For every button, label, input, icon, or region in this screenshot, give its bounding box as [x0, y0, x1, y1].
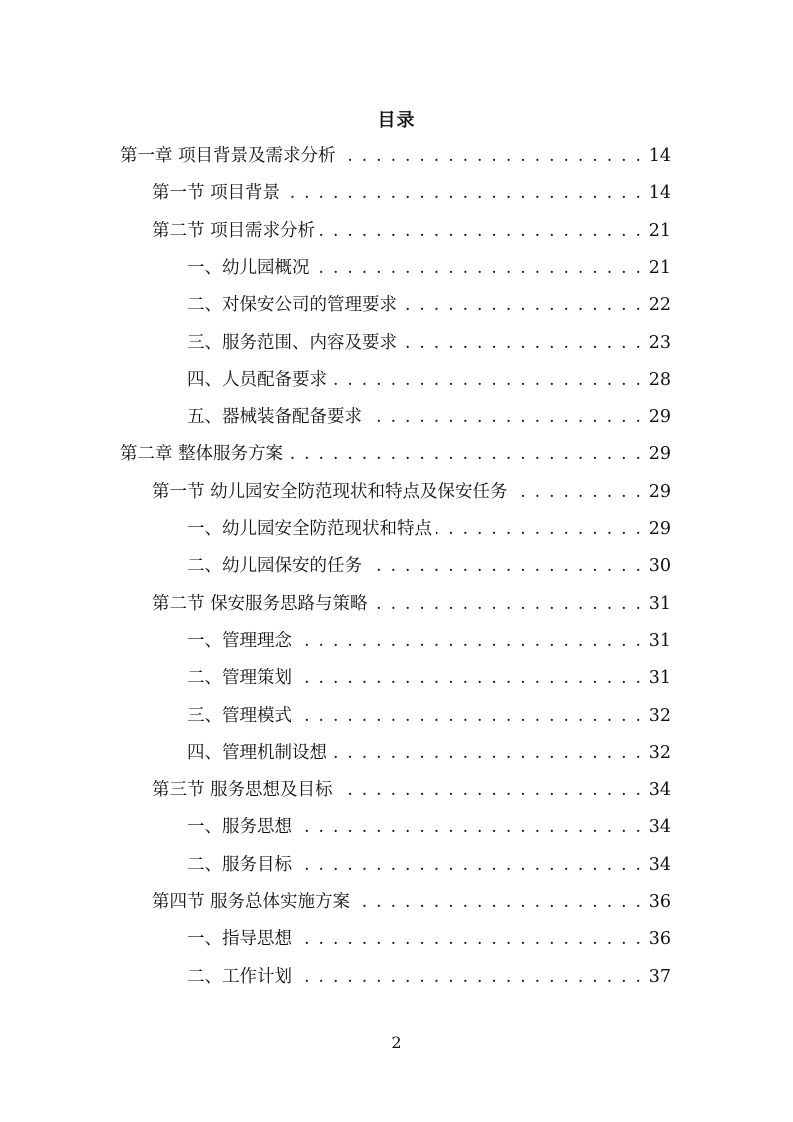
toc-entry[interactable]: [187, 548, 671, 585]
toc-entry-page: 30: [648, 556, 671, 577]
toc-entry-page: 34: [648, 854, 671, 875]
toc-leader-dots: [512, 474, 643, 511]
toc-leader-dots: [401, 287, 643, 324]
toc-entry-label: 第一节 项目背景: [152, 183, 281, 204]
toc-entry-page: 29: [648, 519, 671, 539]
toc-entry-label: 二、幼儿园保安的任务: [187, 556, 362, 577]
toc-leader-dots: [296, 847, 643, 884]
toc-entry-label: 第一章 项目背景及需求分析: [120, 146, 336, 166]
toc-entry-label: 二、对保安公司的管理要求: [187, 295, 397, 316]
toc-entry[interactable]: [187, 735, 671, 772]
toc-entry-page: 36: [648, 929, 671, 950]
toc-entry-page: 37: [648, 966, 671, 987]
toc-entry-page: 31: [648, 668, 671, 689]
toc-entry[interactable]: [187, 511, 671, 548]
toc-leader-dots: [287, 436, 643, 473]
toc-leader-dots: [296, 698, 643, 735]
toc-entry-label: 四、人员配备要求: [187, 369, 327, 390]
toc-entry-label: 三、服务范围、内容及要求: [187, 332, 397, 353]
toc-entry-label: 第二节 保安服务思路与策略: [152, 593, 368, 614]
toc-entry[interactable]: [187, 847, 671, 884]
toc-leader-dots: [296, 660, 643, 697]
toc-entry-page: 21: [648, 220, 671, 241]
toc-entry-page: 14: [648, 146, 671, 166]
toc-entry-page: 31: [648, 630, 671, 651]
toc-entry[interactable]: [152, 175, 671, 212]
toc-entry-label: 一、幼儿园概况: [187, 257, 310, 278]
toc-entry-label: 第三节 服务思想及目标: [152, 780, 333, 801]
toc-leader-dots: [372, 586, 643, 623]
toc-leader-dots: [296, 809, 643, 846]
toc-leader-dots: [331, 735, 643, 772]
toc-entry[interactable]: [152, 213, 671, 250]
toc-entry[interactable]: [187, 325, 671, 362]
toc-entry[interactable]: [187, 809, 671, 846]
toc-leader-dots: [354, 884, 643, 921]
toc-leader-dots: [319, 213, 643, 250]
toc-leader-dots: [436, 511, 643, 548]
toc-entry-label: 二、管理策划: [187, 668, 292, 689]
toc-entry[interactable]: [120, 436, 671, 473]
toc-entry[interactable]: [187, 399, 671, 436]
toc-leader-dots: [296, 959, 643, 996]
toc-entry[interactable]: [152, 772, 671, 809]
toc-entry[interactable]: [187, 362, 671, 399]
toc-entry-page: 29: [648, 444, 671, 465]
toc-leader-dots: [296, 623, 643, 660]
toc-leader-dots: [296, 921, 643, 958]
toc-entry-label: 一、管理理念: [187, 630, 292, 651]
toc-entry-label: 第二节 项目需求分析: [152, 220, 316, 241]
toc-entry[interactable]: [187, 660, 671, 697]
toc-leader-dots: [366, 399, 643, 436]
toc-entry-page: 21: [648, 257, 671, 278]
toc-entry-page: 36: [648, 892, 671, 912]
toc-entry[interactable]: [187, 921, 671, 958]
toc-entry-page: 34: [648, 817, 671, 838]
toc-entry[interactable]: [187, 287, 671, 324]
toc-entry[interactable]: [120, 138, 671, 175]
toc-entry-label: 五、器械装备配备要求: [187, 407, 362, 428]
toc-entry-page: 23: [648, 332, 671, 353]
toc-entry[interactable]: [187, 250, 671, 287]
toc-leader-dots: [284, 175, 643, 212]
toc-leader-dots: [340, 138, 643, 175]
toc-entry-page: 28: [648, 369, 671, 390]
toc-title: 目录: [377, 110, 416, 131]
toc-entry-page: 29: [648, 407, 671, 428]
toc-entry-label: 三、管理模式: [187, 705, 292, 726]
toc-leader-dots: [337, 772, 643, 809]
toc-entry-label: 第一节 幼儿园安全防范现状和特点及保安任务: [152, 481, 508, 502]
toc-entry[interactable]: [187, 623, 671, 660]
toc-entry-page: 14: [648, 183, 671, 204]
toc-entry-page: 32: [648, 742, 671, 763]
toc-entry-page: 31: [648, 593, 671, 614]
toc-entry-label: 第四节 服务总体实施方案: [152, 892, 351, 912]
toc-entry-page: 34: [648, 780, 671, 801]
toc-entry-label: 第二章 整体服务方案: [120, 444, 284, 465]
toc-leader-dots: [401, 325, 643, 362]
toc-entry[interactable]: [152, 586, 671, 623]
toc-leader-dots: [366, 548, 643, 585]
toc-entry-page: 32: [648, 705, 671, 726]
toc-leader-dots: [314, 250, 643, 287]
toc-entry-page: 29: [648, 481, 671, 502]
toc-entry-label: 二、服务目标: [187, 854, 292, 875]
toc-entry-label: 一、服务思想: [187, 817, 292, 838]
toc-entry-label: 一、幼儿园安全防范现状和特点: [187, 519, 432, 539]
toc-entry[interactable]: [187, 959, 671, 996]
toc-entry[interactable]: [152, 474, 671, 511]
page-number: 2: [391, 1033, 402, 1052]
toc-entry-label: 二、工作计划: [187, 966, 292, 987]
toc-entry[interactable]: [187, 698, 671, 735]
toc-entry[interactable]: [152, 884, 671, 921]
toc-entry-label: 一、指导思想: [187, 929, 292, 950]
toc-entry-label: 四、管理机制设想: [187, 742, 327, 763]
toc-leader-dots: [331, 362, 643, 399]
toc-entry-page: 22: [648, 295, 671, 316]
